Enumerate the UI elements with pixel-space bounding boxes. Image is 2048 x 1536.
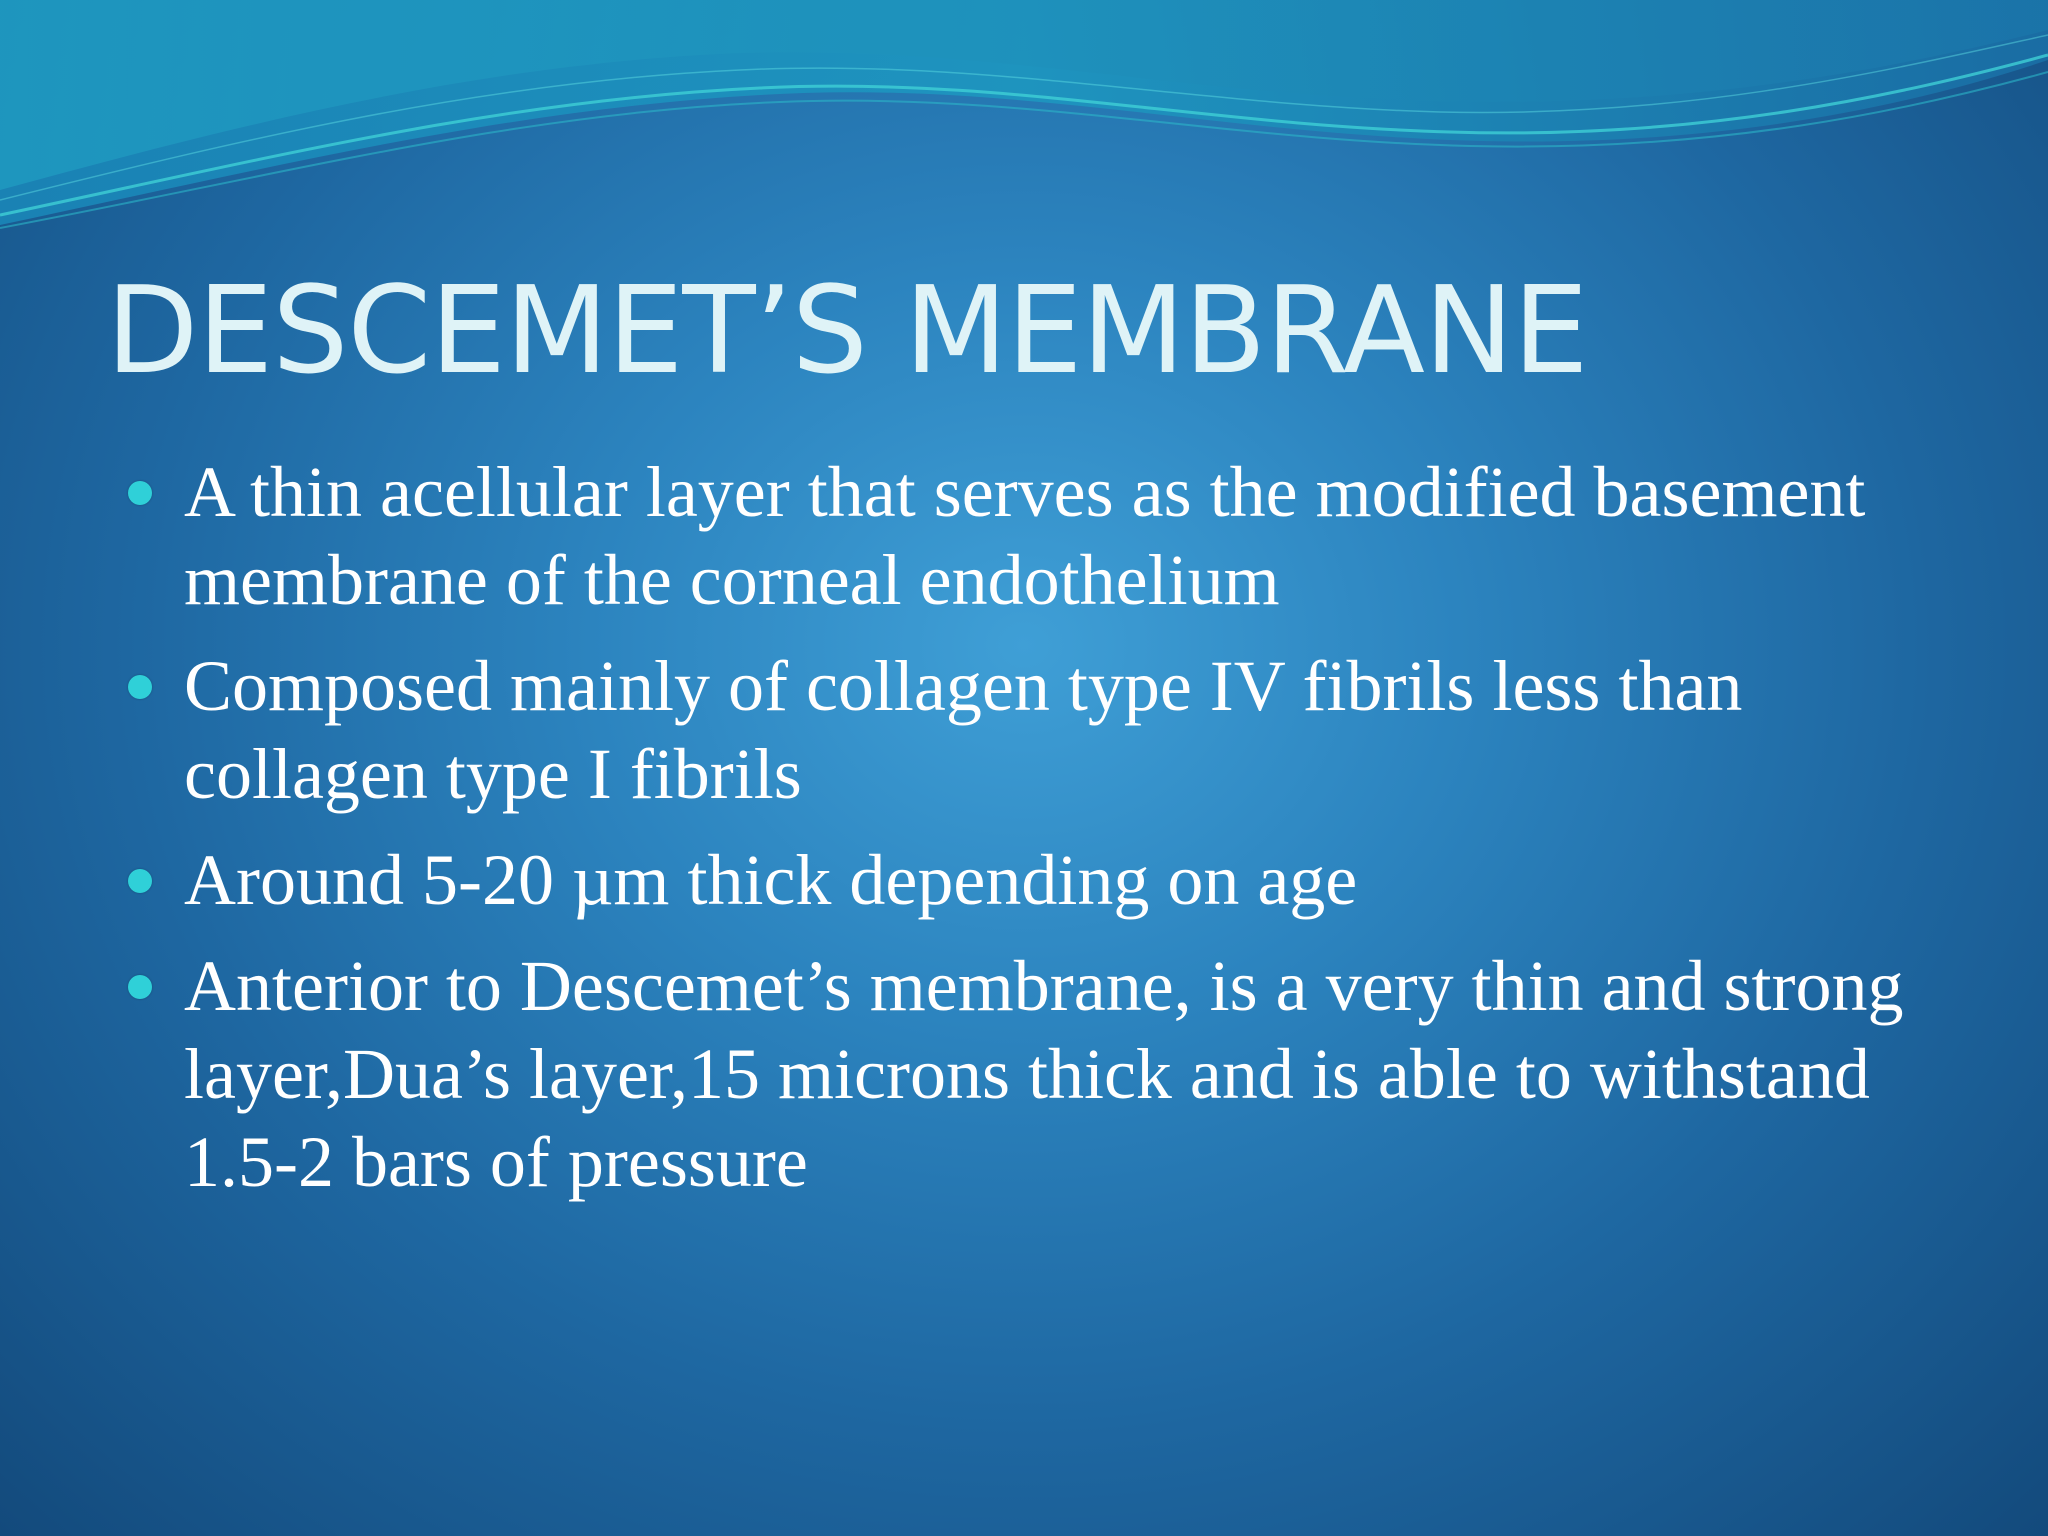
bullet-text: Composed mainly of collagen type IV fibrils less than collagen type I fibrils — [184, 646, 1743, 814]
bullet-text: Around 5-20 µm thick depending on age — [184, 840, 1358, 920]
bullet-marker-icon — [128, 869, 152, 893]
bullet-list — [120, 448, 1980, 1224]
bullet-text: Anterior to Descemet’s membrane, is a very thin and strong layer,Dua’s layer,15 microns thick and is able to withstand 1.5-2 bars of pressure — [184, 946, 1904, 1202]
bullet-item — [120, 836, 1980, 924]
bullet-item — [120, 642, 1980, 818]
bullet-marker-icon — [128, 675, 152, 699]
slide-title: DESCEMET’S MEMBRANE — [106, 262, 1588, 401]
bullet-text: A thin acellular layer that serves as the modified basement membrane of the corneal endothelium — [184, 452, 1866, 620]
bullet-marker-icon — [128, 481, 152, 505]
bullet-item — [120, 942, 1980, 1206]
header-wave-decoration — [0, 0, 2048, 260]
bullet-marker-icon — [128, 975, 152, 999]
bullet-item — [120, 448, 1980, 624]
